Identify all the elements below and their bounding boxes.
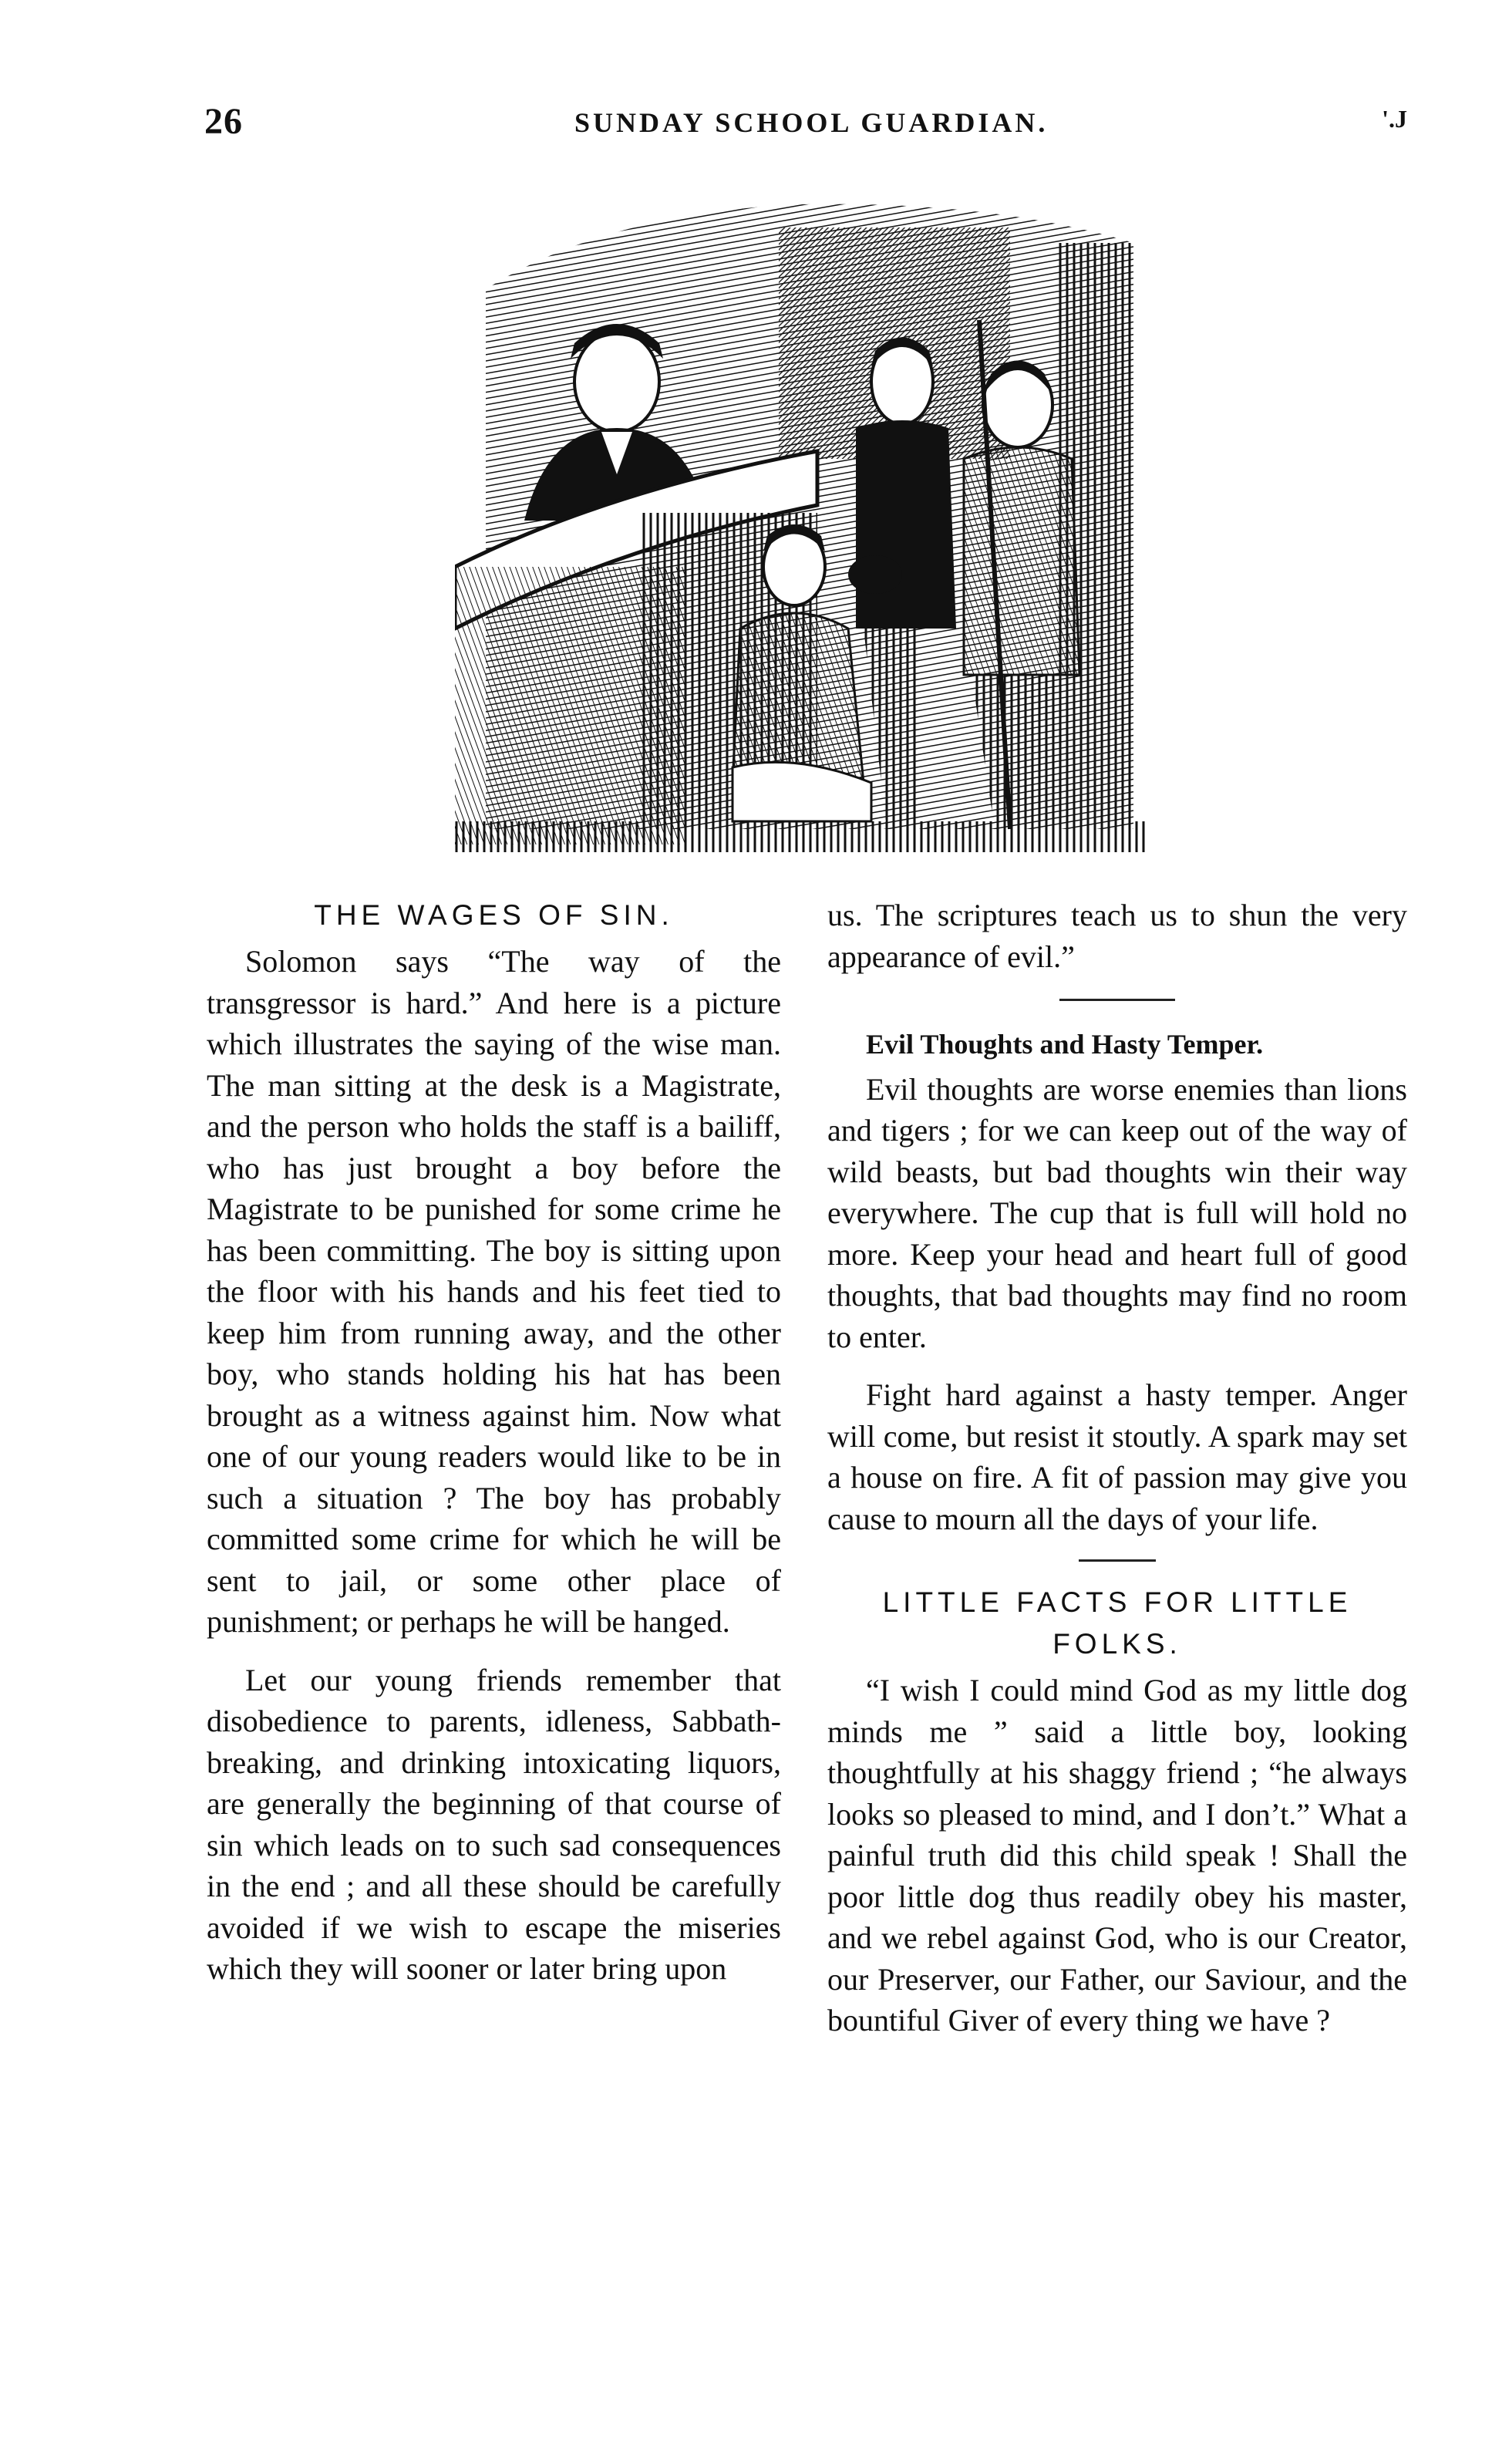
- magistrate-head: [574, 332, 659, 432]
- article-paragraph: Solomon says “The way of the transgressor is hard.” And here is a picture which illustrates the saying of the wise man. The man sitting at the desk is a Magistrate, and the person who holds the staff is a bailiff, who has just brought a boy before the Magistrate to be punished for some crime he has been committing. The boy is sitting upon the floor with his hands and his feet tied to keep him from running away, and the other boy, who stands holding his hat has been brought as a witness against him. Now what one of our young readers would like to be in such a situation ? The boy has probably committed some crime for which he will be sent to jail, or some other place of punishment; or perhaps he will be hanged.: [207, 944, 781, 1639]
- article-paragraph: “I wish I could mind God as my little dog minds me ” said a little boy, looking thoughtfully at his shaggy friend ; “he always looks so pleased to mind, and I don’t.” What a painful truth did this child speak ! Shall the poor little dog thus readily obey his master, and we rebel against God, who is our Creator, our Preserver, our Father, our Saviour, and the bountiful Giver of every thing we have ?: [827, 1673, 1407, 2038]
- running-title: SUNDAY SCHOOL GUARDIAN.: [574, 107, 1049, 138]
- running-head: [204, 100, 1407, 154]
- section-divider: [1059, 999, 1175, 1001]
- article-title-evil-thoughts: Evil Thoughts and Hasty Temper.: [866, 1029, 1264, 1060]
- right-column: [827, 895, 1407, 2058]
- article-paragraph: Fight hard against a hasty temper. Anger will come, but resist it stoutly. A spark may set a house on fire. A fit of passion may give you cause to mourn all the days of your life.: [827, 1377, 1407, 1536]
- article-title-little-facts: LITTLE FACTS FOR LITTLE FOLKS.: [882, 1586, 1352, 1660]
- article-paragraph: Evil thoughts are worse enemies than lions and tigers ; for we can keep out of the way of wild beasts, but bad thoughts win their way everywhere. The cup that is full will hold no more. Keep your head and heart full of good thoughts, that bad thoughts may find no room to enter.: [827, 1071, 1407, 1354]
- section-divider: [1079, 1559, 1156, 1562]
- courtroom-engraving: [455, 197, 1149, 852]
- page-number: 26: [204, 101, 243, 142]
- article-paragraph: Let our young friends remember that disobedience to parents, idleness, Sabbath-breaking, and drinking intoxicating liquors, are generally the beginning of that course of sin which leads on to such sad consequences in the end ; and all these should be carefully avoided if we wish to escape the miseries which they will sooner or later bring upon: [207, 1662, 781, 1986]
- left-column: [207, 895, 781, 2007]
- bailiff-coat: [964, 447, 1079, 675]
- prisoner-body: [733, 613, 864, 783]
- floor: [455, 821, 1149, 852]
- article-continuation: us. The scriptures teach us to shun the very appearance of evil.”: [827, 898, 1407, 974]
- corner-mark: '.J: [1382, 105, 1407, 133]
- witness-hat: [848, 555, 902, 594]
- witness-coat: [856, 420, 956, 629]
- woodcut-illustration: [455, 197, 1149, 852]
- article-title-wages-of-sin: THE WAGES OF SIN.: [314, 899, 674, 931]
